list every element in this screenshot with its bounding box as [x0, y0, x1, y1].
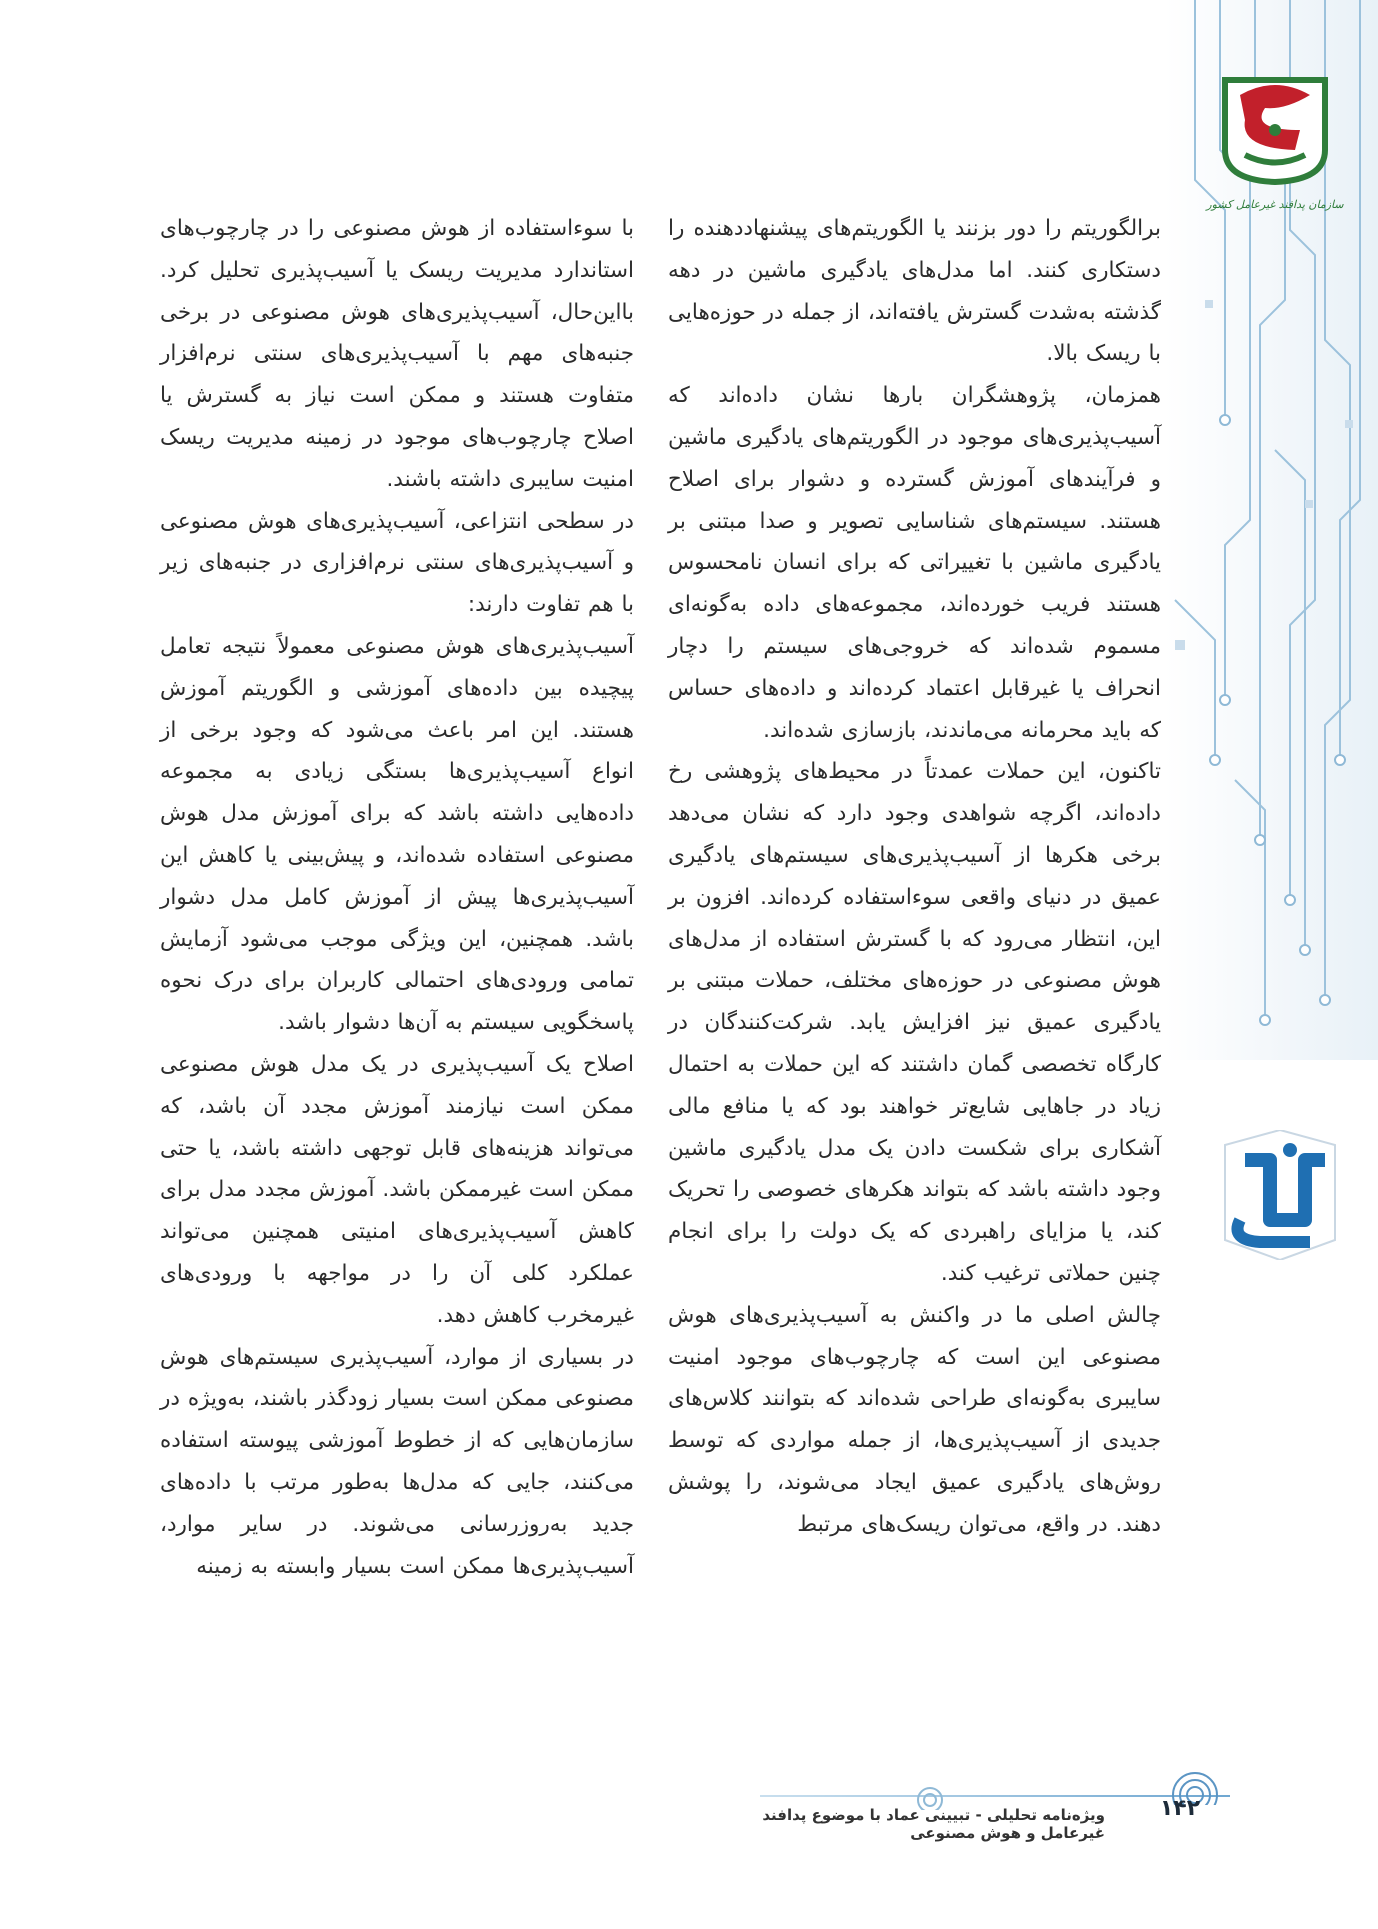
paragraph: تاکنون، این حملات عمدتاً در محیط‌های پژوهشی رخ داده‌اند، اگرچه شواهدی وجود دارد که نشان می‌دهد برخی هکرها از آسیب‌پذیری‌های سیستم‌های یادگیری عمیق در دنیای واقعی سوءاستفاده کرده‌اند. افزون بر این، انتظار می‌رود که با گسترش استفاده از مدل‌های هوش مصنوعی در حوزه‌های مختلف، حملات مبتنی بر یادگیری عمیق نیز افزایش یابد. شرکت‌کنندگان در کارگاه تخصصی گمان داشتند که این حملات به احتمال زیاد در جاهایی شایع‌تر خواهند بود که یا منافع مالی آشکاری برای شکست دادن یک مدل یادگیری ماشین وجود داشته باشد که بتواند هکرهای خصوصی را تحریک کند، یا مزایای راهبردی که یک دولت را برای انجام چنین حملاتی ترغیب کند.	[668, 759, 1161, 1286]
paragraph: در سطحی انتزاعی، آسیب‌پذیری‌های هوش مصنوعی و آسیب‌پذیری‌های سنتی نرم‌افزاری در جنبه‌های زیر با هم تفاوت دارند:	[160, 508, 634, 618]
emad-emblem	[1220, 1130, 1345, 1260]
paragraph: اصلاح یک آسیب‌پذیری در یک مدل هوش مصنوعی ممکن است نیازمند آموزش مجدد آن باشد، که می‌تواند هزینه‌های قابل توجهی داشته باشد، یا حتی ممکن است غیرممکن باشد. آموزش مجدد مدل برای کاهش آسیب‌پذیری‌های امنیتی همچنین می‌تواند عملکرد کلی آن را در مواجهه با ورودی‌های غیرمخرب کاهش دهد.	[160, 1051, 634, 1328]
text-column-right	[668, 208, 1161, 1546]
page-number: ۱۴۲	[1159, 1796, 1201, 1821]
text-column-left	[160, 208, 634, 1587]
footer-rings-small-icon	[905, 1770, 955, 1810]
footer-publication-title: ویژه‌نامه تحلیلی - تبیینی عماد با موضوع پدافند غیرعامل و هوش مصنوعی	[762, 1806, 1105, 1842]
paragraph: چالش اصلی ما در واکنش به آسیب‌پذیری‌های هوش مصنوعی این است که چارچوب‌های موجود امنیت سایبری به‌گونه‌ای طراحی شده‌اند که بتوانند کلاس‌های جدیدی از آسیب‌پذیری‌ها، از جمله مواردی که توسط روش‌های یادگیری عمیق ایجاد می‌شوند، را پوشش دهند. در واقع، می‌توان ریسک‌های مرتبط	[668, 1302, 1161, 1537]
paragraph: در بسیاری از موارد، آسیب‌پذیری سیستم‌های هوش مصنوعی ممکن است بسیار زودگذر باشند، به‌ویژه در سازمان‌هایی که از خطوط آموزشی پیوسته استفاده می‌کنند، جایی که مدل‌ها به‌طور مرتب با داده‌های جدید به‌روزرسانی می‌شوند. در سایر موارد، آسیب‌پذیری‌ها ممکن است بسیار وابسته به زمینه	[160, 1344, 634, 1579]
paragraph: آسیب‌پذیری‌های هوش مصنوعی معمولاً نتیجه تعامل پیچیده بین داده‌های آموزشی و الگوریتم آموزش هستند. این امر باعث می‌شود که وجود برخی از انواع آسیب‌پذیری‌ها بستگی زیادی به مجموعه داده‌هایی داشته باشد که برای آموزش مدل هوش مصنوعی استفاده شده‌اند، و پیش‌بینی یا کاهش این آسیب‌پذیری‌ها پیش از آموزش کامل مدل دشوار باشد. همچنین، این ویژگی موجب می‌شود آزمایش تمامی ورودی‌های احتمالی کاربران برای درک نحوه پاسخگویی سیستم به آن‌ها دشوار باشد.	[160, 633, 634, 1036]
organization-caption: سازمان پدافند غیرعامل کشور	[1206, 198, 1344, 211]
paragraph: همزمان، پژوهشگران بارها نشان داده‌اند که آسیب‌پذیری‌های موجود در الگوریتم‌های یادگیری ماشین و فرآیندهای آموزش گسترده و دشوار برای اصلاح هستند. سیستم‌های شناسایی تصویر و صدا مبتنی بر یادگیری ماشین با تغییراتی که برای انسان نامحسوس هستند فریب خورده‌اند، مجموعه‌های داده به‌گونه‌ای مسموم شده‌اند که خروجی‌های سیستم را دچار انحراف یا غیرقابل اعتماد کرده‌اند و داده‌های حساس که باید محرمانه می‌ماندند، بازسازی شده‌اند.	[668, 383, 1161, 743]
organization-logo	[1205, 70, 1345, 211]
paragraph: با سوءاستفاده از هوش مصنوعی را در چارچوب‌های استاندارد مدیریت ریسک یا آسیب‌پذیری تحلیل کرد. بااین‌حال، آسیب‌پذیری‌های هوش مصنوعی در برخی جنبه‌های مهم با آسیب‌پذیری‌های سنتی نرم‌افزار متفاوت هستند و ممکن است نیاز به گسترش یا اصلاح چارچوب‌های موجود در زمینه مدیریت ریسک امنیت سایبری داشته باشند.	[160, 216, 634, 492]
paragraph: برالگوریتم را دور بزنند یا الگوریتم‌های پیشنهاددهنده را دستکاری کنند. اما مدل‌های یادگیری ماشین در دهه گذشته به‌شدت گسترش یافته‌اند، از جمله در حوزه‌هایی با ریسک بالا.	[668, 216, 1161, 367]
